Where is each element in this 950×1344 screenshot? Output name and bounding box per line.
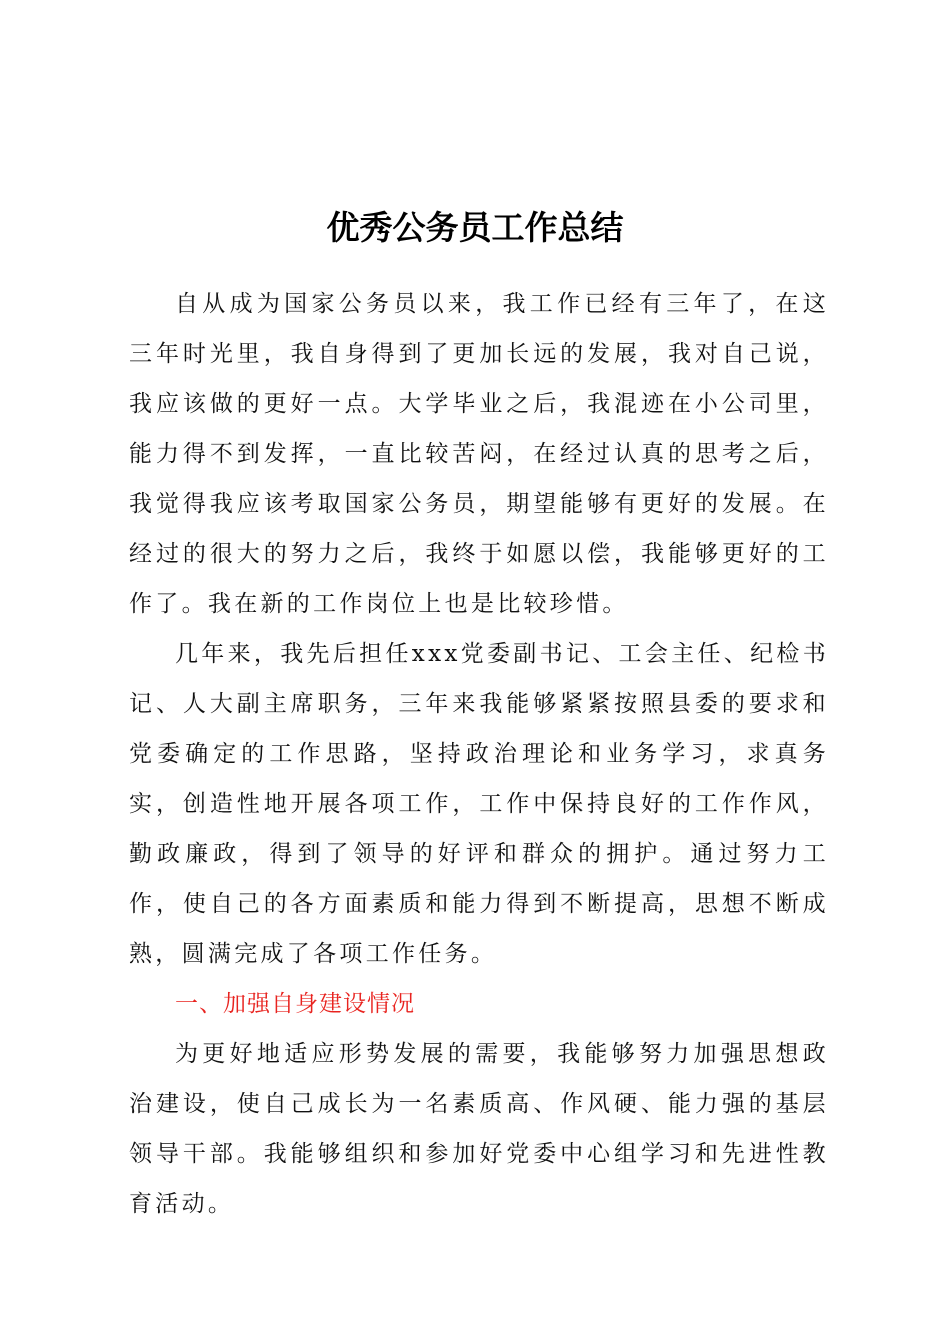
document-body	[129, 279, 829, 1229]
paragraph-self-building: 为更好地适应形势发展的需要，我能够努力加强思想政治建设，使自己成长为一名素质高、作风硬、能力强的基层领导干部。我能够组织和参加好党委中心组学习和先进性教育活动。	[129, 1041, 829, 1217]
section-heading: 一、加强自身建设情况	[175, 991, 415, 1017]
paragraph-intro: 自从成为国家公务员以来，我工作已经有三年了，在这三年时光里，我自身得到了更加长远的发展，我对自己说，我应该做的更好一点。大学毕业之后，我混迹在小公司里，能力得不到发挥，一直比较苦闷，在经过认真的思考之后，我觉得我应该考取国家公务员，期望能够有更好的发展。在经过的很大的努力之后，我终于如愿以偿，我能够更好的工作了。我在新的工作岗位上也是比较珍惜。	[129, 291, 829, 617]
paragraph-duties: 几年来，我先后担任xxx党委副书记、工会主任、纪检书记、人大副主席职务，三年来我能够紧紧按照县委的要求和党委确定的工作思路，坚持政治理论和业务学习，求真务实，创造性地开展各项工作，工作中保持良好的工作作风，勤政廉政，得到了领导的好评和群众的拥护。通过努力工作，使自己的各方面素质和能力得到不断提高，思想不断成熟，圆满完成了各项工作任务。	[129, 641, 829, 967]
document-title: 优秀公务员工作总结	[326, 208, 624, 247]
